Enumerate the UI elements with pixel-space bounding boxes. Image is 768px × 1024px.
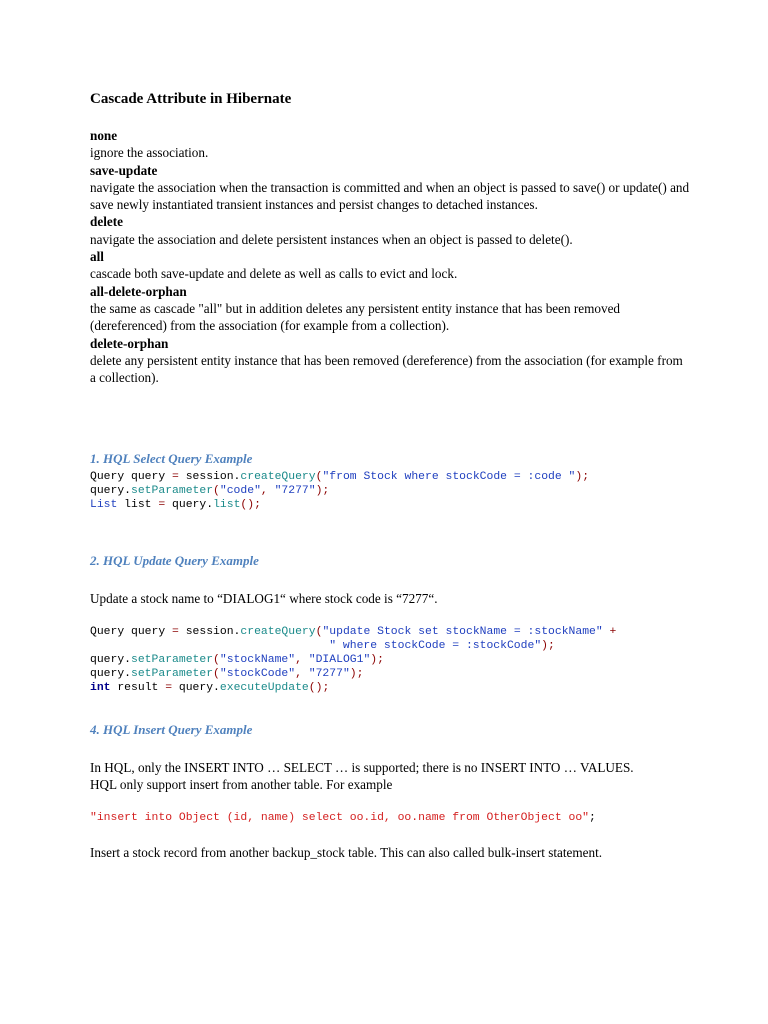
- section2-code-block: [90, 625, 616, 695]
- code-paren: (: [213, 668, 220, 680]
- section4-code-block: [90, 811, 596, 825]
- code-method: createQuery: [240, 626, 316, 638]
- code-type: List: [90, 499, 118, 511]
- term-delete-orphan: delete-orphan: [90, 335, 169, 351]
- code-text: query.: [90, 668, 132, 680]
- code-string: "insert into Object (id, name) select oo.id, oo.name from OtherObject oo": [90, 812, 589, 824]
- code-comma: ,: [295, 668, 309, 680]
- document-title: Cascade Attribute in Hibernate: [90, 91, 292, 107]
- code-text: query.: [165, 499, 214, 511]
- code-text: Query query: [90, 626, 173, 638]
- code-string: "DIALOG1": [308, 654, 371, 666]
- code-string: "update Stock set stockName = :stockName": [322, 626, 603, 638]
- code-text: result: [110, 682, 166, 694]
- desc-delete-orphan: delete any persistent entity instance that has been removed (dereference) from the association (for example from a collection).: [90, 352, 683, 386]
- section4-outro: Insert a stock record from another backup_stock table. This can also called bulk-insert statement.: [90, 845, 603, 860]
- code-string: "code": [219, 485, 261, 497]
- code-paren: ();: [240, 499, 261, 511]
- code-paren: );: [575, 471, 590, 483]
- code-text: Query query: [90, 471, 173, 483]
- code-indent: [90, 640, 329, 652]
- section1-heading: 1. HQL Select Query Example: [90, 451, 253, 466]
- code-method: list: [213, 499, 241, 511]
- section4-heading: 4. HQL Insert Query Example: [90, 722, 253, 737]
- code-method: setParameter: [131, 668, 214, 680]
- code-paren: );: [541, 640, 555, 652]
- code-text: query.: [90, 654, 132, 666]
- desc-save-update: navigate the association when the transaction is committed and when an object is passed to save() or update() and save newly instantiated transient instances and persist changes to detached instances.: [90, 179, 690, 213]
- code-text: query.: [90, 485, 132, 497]
- desc-delete: navigate the association and delete persistent instances when an object is passed to delete().: [90, 231, 573, 247]
- code-operator: =: [172, 471, 179, 483]
- code-paren: );: [370, 654, 384, 666]
- code-text: session.: [178, 626, 241, 638]
- section1-code-block: [90, 470, 589, 512]
- code-keyword: int: [90, 682, 111, 694]
- code-paren: (: [213, 654, 220, 666]
- code-paren: );: [349, 668, 364, 680]
- term-none: none: [90, 128, 118, 143]
- code-method: setParameter: [131, 654, 214, 666]
- code-operator: =: [165, 682, 173, 694]
- code-operator: =: [158, 499, 166, 511]
- code-method: createQuery: [240, 471, 316, 483]
- term-save-update: save-update: [90, 162, 158, 178]
- code-string: "7277": [274, 485, 316, 497]
- code-paren: (: [315, 626, 323, 638]
- code-comma: ,: [260, 485, 275, 497]
- code-paren: );: [315, 485, 330, 497]
- code-paren: ();: [308, 682, 330, 694]
- section4-intro: In HQL, only the INSERT INTO … SELECT … is supported; there is no INSERT INTO … VALUES. HQL only support insert from another table. For example: [90, 760, 634, 793]
- code-operator: +: [602, 626, 617, 638]
- section2-intro: Update a stock name to “DIALOG1“ where stock code is “7277“.: [90, 591, 438, 606]
- code-paren: (: [213, 485, 220, 497]
- code-text: list: [117, 499, 159, 511]
- desc-all: cascade both save-update and delete as well as calls to evict and lock.: [90, 266, 458, 282]
- code-paren: (: [315, 471, 323, 483]
- code-operator: =: [172, 626, 179, 638]
- code-text: query.: [172, 682, 220, 694]
- code-method: executeUpdate: [219, 682, 309, 694]
- code-method: setParameter: [131, 485, 214, 497]
- desc-none: ignore the association.: [90, 145, 209, 161]
- cascade-definitions: [90, 127, 690, 386]
- code-comma: ,: [295, 654, 309, 666]
- code-string: " where stockCode = :stockCode": [329, 640, 542, 652]
- code-text: session.: [178, 471, 241, 483]
- term-all-delete-orphan: all-delete-orphan: [90, 283, 187, 299]
- code-string: "7277": [308, 668, 350, 680]
- code-string: "stockCode": [219, 668, 296, 680]
- term-delete: delete: [90, 214, 123, 230]
- desc-all-delete-orphan: the same as cascade "all" but in addition deletes any persistent entity instance that has been removed (dereferenced) from the association (for example from a collection).: [90, 300, 621, 334]
- term-all: all: [90, 249, 104, 265]
- code-string: "from Stock where stockCode = :code ": [322, 471, 576, 483]
- code-text: ;: [589, 812, 596, 824]
- section2-heading: 2. HQL Update Query Example: [90, 553, 259, 568]
- code-string: "stockName": [219, 654, 296, 666]
